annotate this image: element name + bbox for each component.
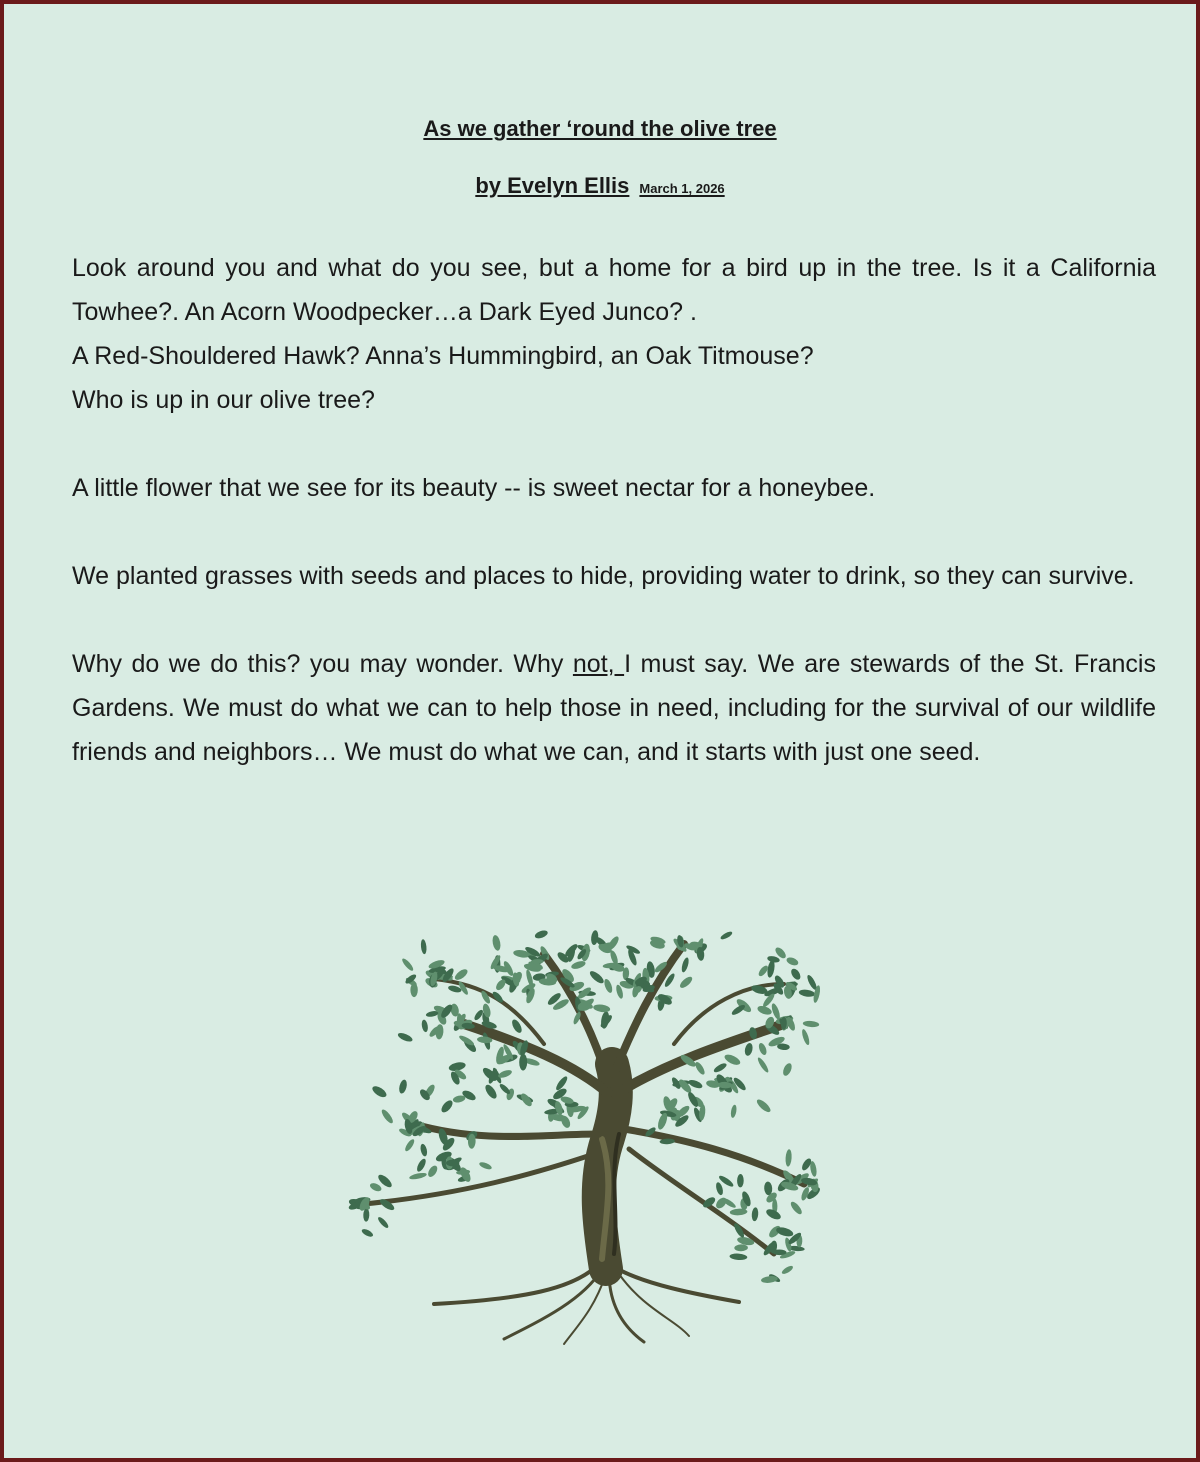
leaf: [363, 1208, 369, 1221]
leaf: [415, 1157, 427, 1172]
leaf: [519, 1054, 527, 1071]
stanza-4: [72, 642, 1156, 774]
stanza-1: [72, 246, 1156, 422]
leaf: [397, 1031, 414, 1043]
leaf: [785, 956, 799, 967]
leaf: [603, 978, 614, 994]
leaf: [756, 1056, 770, 1073]
leaf: [729, 1253, 747, 1261]
leaf: [755, 1098, 772, 1115]
leaf: [439, 1098, 454, 1114]
stanza-1-line-2: A Red-Shouldered Hawk? Anna’s Hummingbird, an Oak Titmouse?: [72, 342, 814, 370]
leaf: [785, 1149, 792, 1167]
tree-roots: [434, 1264, 739, 1344]
leaf: [737, 1174, 744, 1188]
leaf: [361, 1228, 375, 1239]
leaf: [404, 1138, 416, 1153]
leaf: [781, 1264, 794, 1275]
leaf: [435, 1024, 444, 1040]
leaf: [401, 957, 415, 972]
leaf: [420, 939, 427, 954]
leaf: [789, 967, 802, 981]
leaf: [369, 1182, 383, 1193]
leaf: [426, 1164, 439, 1178]
leaf: [803, 1020, 820, 1027]
stanza-4-before: Why do we do this? you may wonder. Why: [72, 650, 573, 678]
leaf: [409, 1172, 427, 1181]
leaf: [734, 1244, 748, 1251]
leaf: [680, 957, 690, 973]
leaf: [798, 989, 815, 998]
stanza-4-after: I must say. We are stewards of the St. Francis Gardens. We must do what we can to help those in need, including for the survival of our wildlife friends and neighbors… We must do what we can, and it starts with just one seed.: [72, 650, 1156, 766]
leaf: [713, 1062, 728, 1074]
leaf: [678, 975, 694, 990]
stanza-1-line-3: Who is up in our olive tree?: [72, 386, 375, 414]
leaf: [371, 1084, 389, 1099]
olive-tree-icon: [344, 924, 824, 1354]
leaf: [694, 1061, 707, 1076]
leaf: [377, 1216, 390, 1230]
leaf: [751, 1207, 759, 1221]
leaf: [498, 1082, 511, 1095]
leaf: [478, 1161, 492, 1171]
leaf: [534, 929, 549, 940]
leaf: [588, 969, 606, 985]
poem-body: [72, 246, 1156, 818]
leaf: [483, 1083, 499, 1101]
leaf: [446, 1160, 459, 1167]
leaf: [767, 955, 781, 963]
stanza-1-line-1: Look around you and what do you see, but a home for a bird up in the tree. Is it a California Towhee?. An Acorn Woodpecker…a Dark Eyed Junco? .: [72, 254, 1156, 326]
stanza-3: We planted grasses with seeds and places to hide, providing water to drink, so they can survive.: [72, 562, 1135, 590]
leaf: [380, 1108, 395, 1125]
leaf: [781, 1062, 793, 1077]
leaf: [453, 967, 469, 982]
byline: [4, 173, 1196, 199]
leaf: [421, 1019, 429, 1032]
leaf: [757, 1042, 768, 1056]
poem-title: As we gather ‘round the olive tree: [423, 116, 777, 141]
author-name: by Evelyn Ellis: [475, 173, 630, 198]
leaf: [789, 1200, 804, 1216]
leaf: [730, 1104, 737, 1118]
stanza-4-emphasis: not,: [572, 650, 625, 678]
leaf: [744, 1042, 754, 1056]
leaf: [720, 930, 734, 941]
leaf: [801, 1028, 811, 1045]
leaf: [419, 1143, 428, 1157]
leaf: [491, 934, 501, 951]
leaf: [398, 1079, 408, 1094]
poem-date: March 1, 2026: [639, 181, 725, 196]
stanza-2: A little flower that we see for its beauty -- is sweet nectar for a honeybee.: [72, 474, 876, 502]
leaf: [593, 1003, 611, 1013]
leaf: [570, 960, 586, 971]
leaf: [715, 1182, 724, 1196]
